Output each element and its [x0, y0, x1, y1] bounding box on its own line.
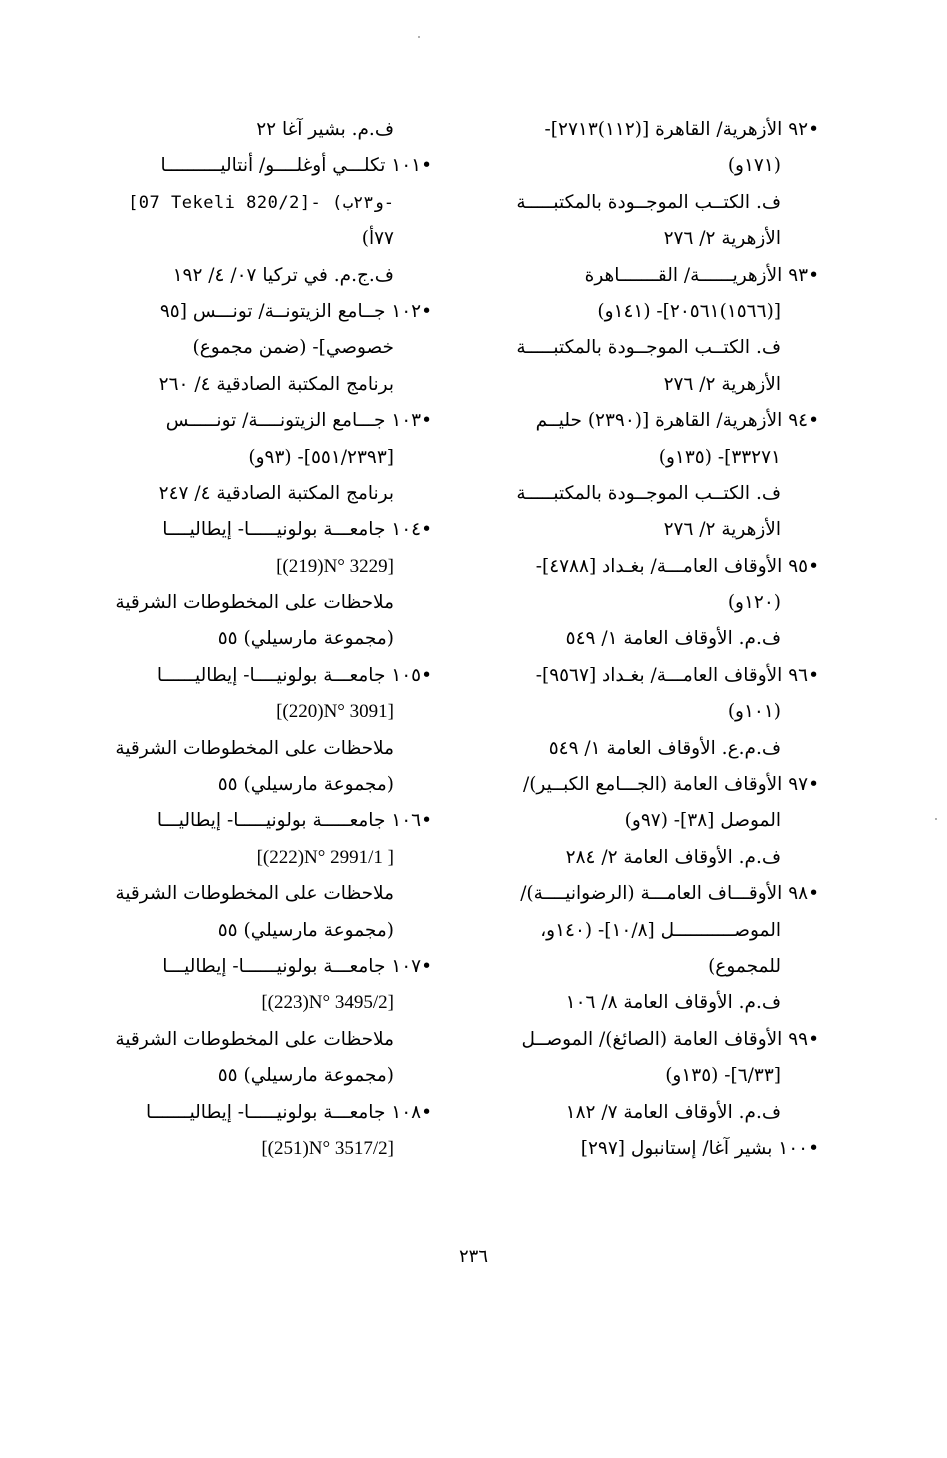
- left-column-detail-line: [87, 258, 432, 294]
- line-text: •١٠٤ جامعـــة بولونيـــــا- إيطاليــــا: [162, 519, 432, 541]
- line-text: •١٠٧ جامعـــة بولونيــــــا- إيطاليـــا: [162, 955, 432, 977]
- line-text: ف.م. الأوقاف العامة ٢/ ٢٨٤: [565, 846, 781, 868]
- line-text: •٩٢ الأزهرية/ القاهرة [(١١٢)٢٧١٣]-: [544, 119, 819, 140]
- line-text: [07 Tekeli 820/2]- (و٢٣ب-: [128, 192, 394, 213]
- left-column-detail-line: [87, 585, 432, 621]
- right-column-entry-line: [479, 258, 819, 294]
- line-text: [(١٥٦٦)٢٠٥٦١]- (١٤١و): [597, 300, 781, 322]
- left-column-entry-line: [87, 148, 432, 184]
- line-text: ف.م.ع. الأوقاف العامة ١/ ٥٤٩: [548, 737, 781, 759]
- line-text: الموصـــــــــــل [١٠/٨]- (١٤٠و،: [540, 919, 781, 941]
- line-text: •٩٤ الأزهرية/ القاهرة [(٢٣٩٠) حليــم: [535, 410, 819, 432]
- line-text: •٩٥ الأوقاف العامـــة/ بغـداد [٤٧٨٨]-: [535, 555, 819, 577]
- line-text: •١٠٣ جـــامع الزيتونــــة/ تونـــــس: [165, 410, 432, 432]
- line-text: ف.م. الأوقاف العامة ١/ ٥٤٩: [565, 628, 781, 650]
- right-column-detail-line: [479, 731, 819, 767]
- right-column-entry-line: [479, 1022, 819, 1058]
- line-text: الأزهرية ٢/ ٢٧٦: [663, 519, 781, 541]
- line-text: ف.م. بشير آغا ٢٢: [256, 119, 394, 140]
- line-text: الأزهرية ٢/ ٢٧٦: [663, 228, 781, 250]
- page-number: ٢٣٦: [458, 1246, 488, 1267]
- line-text: •٩٣ الأزهريــــــة/ القـــــــاهرة: [584, 264, 819, 286]
- right-column-entry-line: [479, 549, 819, 585]
- right-column-detail-line: [479, 512, 819, 548]
- line-text: (١٠١و): [727, 701, 781, 723]
- left-column-entry-line: [87, 949, 432, 985]
- left-column-detail-line: [87, 330, 432, 366]
- line-text: (١٧١و): [727, 155, 781, 177]
- line-text: •١٠٠ بشير آغا/ إستانبول [٢٩٧]: [580, 1137, 819, 1159]
- left-column-entry-line: [87, 803, 432, 839]
- left-column-detail-line: [87, 367, 432, 403]
- right-column-entry-line: [479, 1131, 819, 1167]
- right-column-detail-line: [479, 367, 819, 403]
- left-column-detail-line: [87, 840, 432, 876]
- right-column-detail-line: [479, 1058, 819, 1094]
- left-column-detail-line: [87, 985, 432, 1021]
- left-column-detail-line: [87, 1058, 432, 1094]
- left-column: [87, 112, 432, 1167]
- left-column-detail-line: [87, 440, 432, 476]
- line-text: [٥٥١/٢٣٩٣]- (٩٣و): [248, 446, 394, 468]
- right-column-detail-line: [479, 330, 819, 366]
- line-text: الموصل [٣٨]- (٩٧و): [624, 810, 781, 832]
- line-text: ف.م. الأوقاف العامة ٧/ ١٨٢: [565, 1101, 781, 1123]
- line-text: •١٠٦ جامعـــــة بولونيـــــا- إيطاليـــا: [156, 810, 432, 832]
- line-text: [(223)N° 3495/2]: [261, 992, 394, 1014]
- scan-speck: [418, 36, 420, 38]
- left-column-detail-line: [87, 185, 432, 221]
- left-column-entry-line: [87, 1095, 432, 1131]
- right-column-detail-line: [479, 585, 819, 621]
- right-column-detail-line: [479, 985, 819, 1021]
- line-text: ٧٧أ): [361, 228, 394, 250]
- right-column-entry-line: [479, 112, 819, 148]
- left-column-detail-line: [87, 767, 432, 803]
- line-text: (١٢٠و): [727, 592, 781, 614]
- line-text: •٩٩ الأوقاف العامة (الصائغ)/ الموصــل: [521, 1028, 819, 1050]
- right-column-detail-line: [479, 694, 819, 730]
- line-text: •١٠١ تكلـــي أوغلــــو/ أنتاليــــــــــا: [160, 155, 432, 177]
- line-text: ملاحظات على المخطوطات الشرقية: [115, 592, 394, 614]
- left-column-entry-line: [87, 658, 432, 694]
- right-column-detail-line: [479, 185, 819, 221]
- right-column-detail-line: [479, 221, 819, 257]
- right-column-detail-line: [479, 949, 819, 985]
- left-column-detail-line: [87, 694, 432, 730]
- left-column-entry-line: [87, 512, 432, 548]
- line-text: خصوصي]- (ضمن مجموع): [192, 337, 394, 359]
- left-column-detail-line: [87, 731, 432, 767]
- line-text: [(222)N° 2991/1 ]: [256, 846, 394, 868]
- line-text: ٣٣٢٧١]- (١٣٥و): [658, 446, 781, 468]
- right-column-detail-line: [479, 476, 819, 512]
- line-text: •٩٨ الأوقـــاف العامـــة (الرضوانيــــة)/: [520, 883, 819, 905]
- line-text: للمجموع): [708, 955, 781, 977]
- left-column-detail-line: [87, 1022, 432, 1058]
- left-column-entry-line: [87, 294, 432, 330]
- line-text: [(219)N° 3229]: [276, 555, 394, 577]
- right-column-detail-line: [479, 621, 819, 657]
- line-text: برنامج المكتبة الصادقية ٤/ ٢٦٠: [158, 373, 394, 395]
- left-column-detail-line: [87, 876, 432, 912]
- line-text: ملاحظات على المخطوطات الشرقية: [115, 883, 394, 905]
- right-column-detail-line: [479, 803, 819, 839]
- right-column-detail-line: [479, 294, 819, 330]
- right-column-entry-line: [479, 658, 819, 694]
- scan-speck: [935, 818, 937, 820]
- line-text: •١٠٢ جــامع الزيتونــة/ تونـــس [٩٥: [159, 300, 432, 322]
- line-text: ملاحظات على المخطوطات الشرقية: [115, 737, 394, 759]
- right-column-detail-line: [479, 440, 819, 476]
- line-text: •٩٧ الأوقاف العامة (الجـــامع الكبــير)/: [522, 774, 819, 796]
- right-column-entry-line: [479, 876, 819, 912]
- line-text: (مجموعة مارسيلي) ٥٥: [217, 628, 394, 650]
- line-text: ف. الكتــب الموجــودة بالمكتبـــــة: [516, 191, 781, 213]
- right-column-entry-line: [479, 403, 819, 439]
- line-text: ف.ج.م. في تركيا ٠٧/ ٤/ ١٩٢: [172, 264, 394, 286]
- line-text: (مجموعة مارسيلي) ٥٥: [217, 1065, 394, 1087]
- line-text: •١٠٨ جامعـــة بولونيـــــا- إيطاليـــــــا: [146, 1101, 432, 1123]
- line-text: [(220)N° 3091]: [276, 701, 394, 723]
- right-column-detail-line: [479, 148, 819, 184]
- right-column-entry-line: [479, 767, 819, 803]
- line-text: الأزهرية ٢/ ٢٧٦: [663, 373, 781, 395]
- line-text: برنامج المكتبة الصادقية ٤/ ٢٤٧: [158, 482, 394, 504]
- left-column-detail-line: [87, 112, 432, 148]
- left-column-detail-line: [87, 913, 432, 949]
- line-text: ف. الكتــب الموجــودة بالمكتبـــــة: [516, 482, 781, 504]
- line-text: •١٠٥ جامعـــة بولونيــــا- إيطاليــــــا: [156, 664, 432, 686]
- right-column: [479, 112, 819, 1167]
- left-column-entry-line: [87, 403, 432, 439]
- left-column-detail-line: [87, 1131, 432, 1167]
- line-text: (مجموعة مارسيلي) ٥٥: [217, 919, 394, 941]
- line-text: [(251)N° 3517/2]: [261, 1137, 394, 1159]
- line-text: ف.م. الأوقاف العامة ٨/ ١٠٦: [565, 992, 781, 1014]
- right-column-detail-line: [479, 1095, 819, 1131]
- line-text: [٦/٣٣]- (١٣٥و): [665, 1065, 781, 1087]
- right-column-detail-line: [479, 840, 819, 876]
- line-text: ف. الكتــب الموجــودة بالمكتبـــــة: [516, 337, 781, 359]
- left-column-detail-line: [87, 476, 432, 512]
- left-column-detail-line: [87, 221, 432, 257]
- right-column-detail-line: [479, 913, 819, 949]
- left-column-detail-line: [87, 549, 432, 585]
- left-column-detail-line: [87, 621, 432, 657]
- line-text: ملاحظات على المخطوطات الشرقية: [115, 1028, 394, 1050]
- line-text: (مجموعة مارسيلي) ٥٥: [217, 774, 394, 796]
- line-text: •٩٦ الأوقاف العامـــة/ بغـداد [٩٥٦٧]-: [535, 664, 819, 686]
